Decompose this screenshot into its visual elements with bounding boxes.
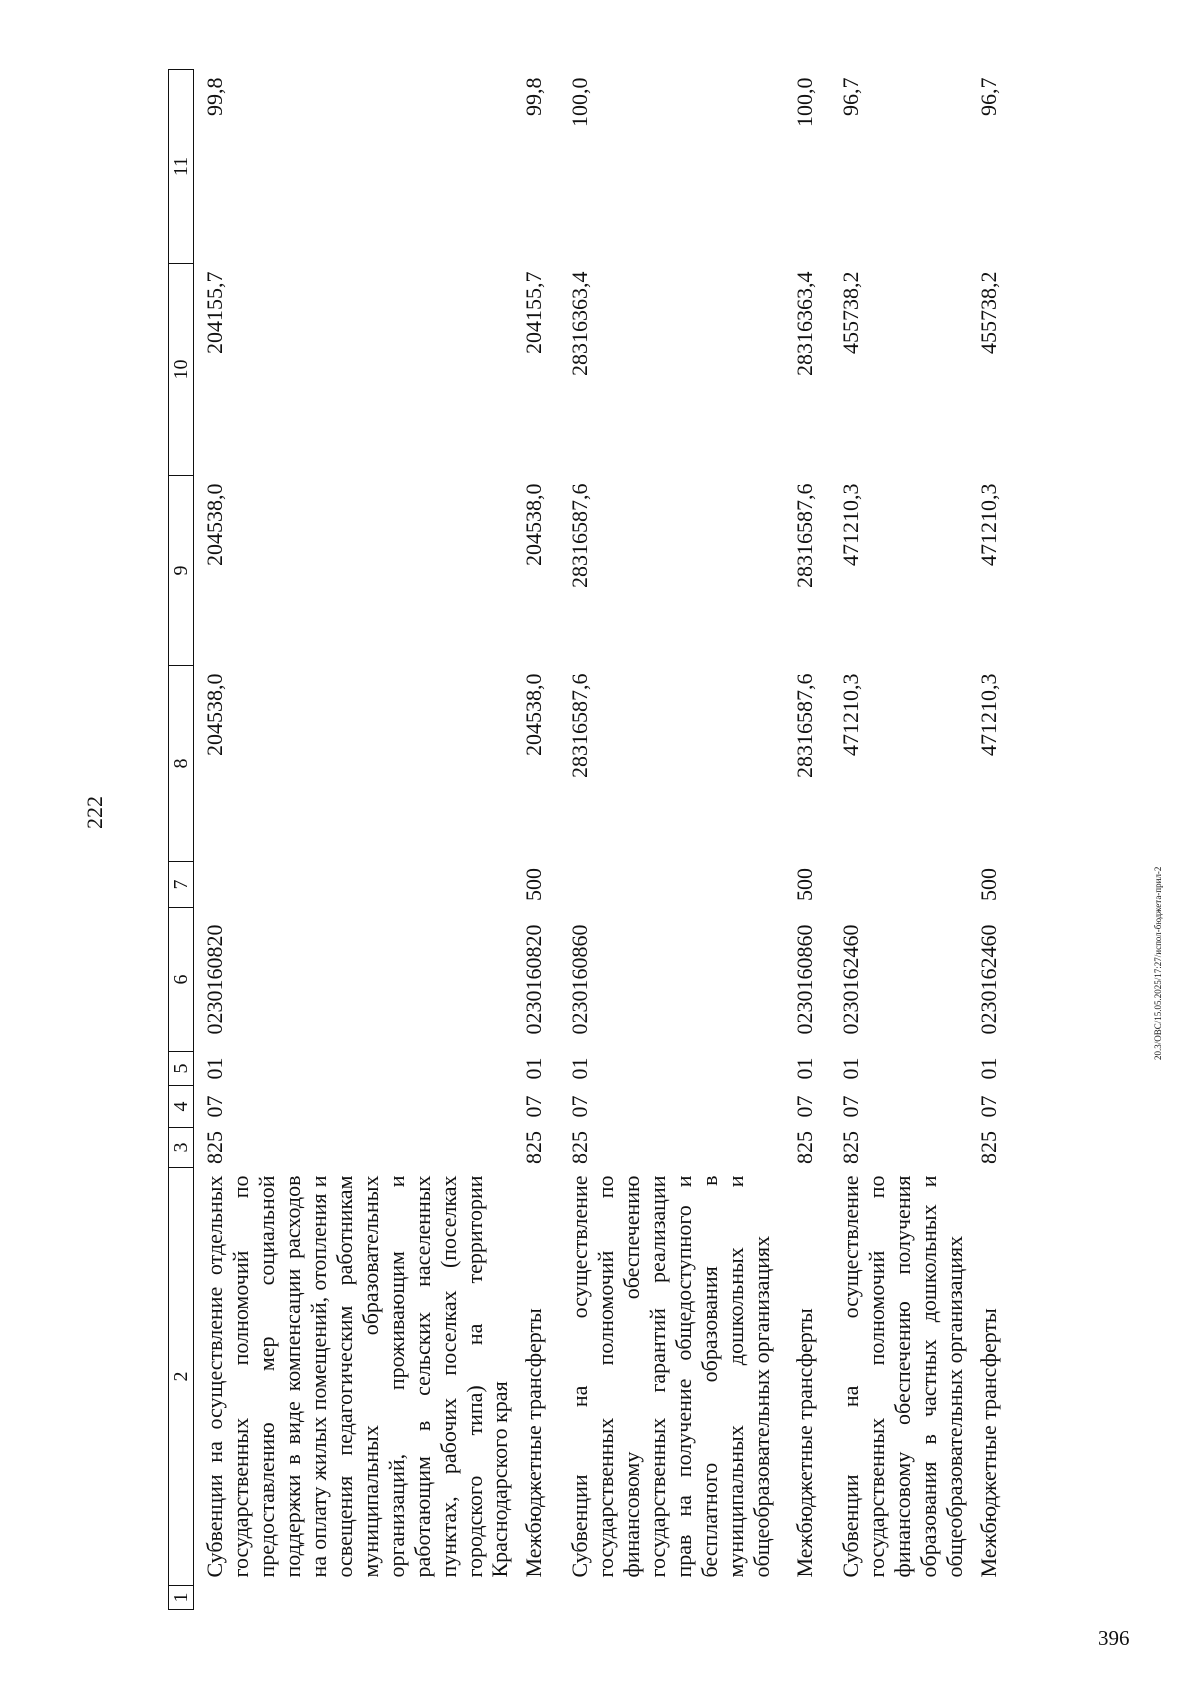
page-number-top: 222 — [82, 796, 107, 829]
table-cell-description: Субвенции на осуществление отдельных государственных полномочий по предоставлению мер социальной поддержки в виде компенсации расходов на оплату жилых помещений, отопления и освещения педагогическим работникам муниципальных образовательных организаций, проживающим и работающим в сельских населенных пунктах, рабочих поселках (поселках городского типа) на территории Краснодарского края — [202, 1175, 513, 1578]
table-cell-section: 07 — [838, 1095, 864, 1118]
table-cell-col8: 28316587,6 — [567, 673, 593, 778]
table-cell-target: 0230160860 — [792, 924, 818, 1035]
table-cell-col1 — [559, 1586, 784, 1610]
table-cell-col8: 28316587,6 — [792, 673, 818, 778]
table-header-row — [169, 70, 194, 1610]
table-header-cell: 8 — [169, 666, 194, 862]
table-cell-col1 — [194, 1586, 514, 1610]
table-cell-section: 07 — [202, 1095, 227, 1118]
table-cell-section: 07 — [976, 1095, 1002, 1118]
table-cell-subsection: 01 — [838, 1057, 864, 1080]
table-cell-section: 07 — [567, 1095, 593, 1118]
table-cell-col10: 28316363,4 — [792, 271, 818, 376]
table-cell-section: 07 — [792, 1095, 818, 1118]
table-header-cell: 4 — [169, 1086, 194, 1128]
table-cell-col1 — [513, 1586, 559, 1610]
table-cell-col11: 99,8 — [202, 77, 227, 116]
table-header-cell: 5 — [169, 1052, 194, 1086]
table-header-cell: 2 — [169, 1168, 194, 1586]
table-cell-type — [194, 862, 514, 908]
table-cell-col9: 28316587,6 — [792, 483, 818, 588]
table-header-cell: 6 — [169, 908, 194, 1052]
table-row — [830, 70, 968, 1610]
table-cell-type: 500 — [521, 868, 547, 901]
table-cell-type: 500 — [976, 868, 1002, 901]
table-cell-description: Межбюджетные трансферты — [976, 1308, 1002, 1578]
table-row — [194, 70, 514, 1610]
table-cell-subsection: 01 — [976, 1057, 1002, 1080]
table-cell-subsection: 01 — [202, 1057, 227, 1080]
table-cell-col11: 99,8 — [521, 77, 547, 116]
table-cell-description: Межбюджетные трансферты — [792, 1308, 818, 1578]
table-cell-section: 07 — [521, 1095, 547, 1118]
table-cell-type — [559, 862, 784, 908]
budget-table — [168, 69, 1012, 1610]
table-cell-col11: 96,7 — [838, 77, 864, 116]
table-header-cell: 1 — [169, 1586, 194, 1610]
table-cell-col10: 455738,2 — [838, 271, 864, 354]
table-cell-col10: 455738,2 — [976, 271, 1002, 354]
table-row — [513, 70, 559, 1610]
table-cell-description: Межбюджетные трансферты — [521, 1308, 547, 1578]
table-cell-code: 825 — [567, 1131, 593, 1164]
table-cell-col11: 100,0 — [567, 77, 593, 127]
table-cell-code: 825 — [976, 1131, 1002, 1164]
footer-document-code: 20.3/OBC/15.05.2025/17:27/испол-бюджета-прил-2 — [1153, 866, 1163, 1060]
table-cell-col9: 204538,0 — [202, 483, 227, 566]
table-cell-col8: 204538,0 — [521, 673, 547, 756]
table-cell-type — [830, 862, 968, 908]
table-header-cell: 9 — [169, 476, 194, 666]
table-cell-target: 0230160820 — [202, 924, 227, 1035]
table-header-cell: 3 — [169, 1128, 194, 1168]
table-header-cell: 11 — [169, 70, 194, 264]
table-cell-col10: 204155,7 — [202, 271, 227, 354]
table-cell-col1 — [830, 1586, 968, 1610]
table-cell-col11: 100,0 — [792, 77, 818, 127]
table-cell-col8: 471210,3 — [976, 673, 1002, 756]
table-cell-target: 0230160860 — [567, 924, 593, 1035]
table-cell-col8: 471210,3 — [838, 673, 864, 756]
table-cell-col1 — [968, 1586, 1012, 1610]
table-cell-col10: 28316363,4 — [567, 271, 593, 376]
table-cell-col1 — [784, 1586, 830, 1610]
table-cell-description: Субвенции на осуществление государственных полномочий по финансовому обеспечению государственных гарантий реализации прав на получение общедоступного и бесплатного образования в муниципальных дошкольных и общеобразовательных организациях — [567, 1175, 775, 1578]
table-cell-col8: 204538,0 — [202, 673, 227, 756]
table-cell-target: 0230162460 — [976, 924, 1002, 1035]
table-cell-code: 825 — [202, 1131, 227, 1164]
table-row — [559, 70, 784, 1610]
table-cell-col9: 204538,0 — [521, 483, 547, 566]
table-cell-description: Субвенции на осуществление государственных полномочий по финансовому обеспечению получения образования в частных дошкольных и общеобразовательных организациях — [838, 1175, 968, 1578]
table-cell-target: 0230160820 — [521, 924, 547, 1035]
table-cell-col9: 28316587,6 — [567, 483, 593, 588]
page-number-bottom: 396 — [1098, 1626, 1130, 1650]
table-header-cell: 7 — [169, 862, 194, 908]
table-header-cell: 10 — [169, 264, 194, 476]
table-row — [968, 70, 1012, 1610]
table-cell-col10: 204155,7 — [521, 271, 547, 354]
table-cell-col9: 471210,3 — [838, 483, 864, 566]
rotated-budget-table — [168, 70, 1198, 1610]
table-cell-code: 825 — [838, 1131, 864, 1164]
table-cell-target: 0230162460 — [838, 924, 864, 1035]
table-cell-subsection: 01 — [521, 1057, 547, 1080]
table-cell-subsection: 01 — [792, 1057, 818, 1080]
table-cell-subsection: 01 — [567, 1057, 593, 1080]
table-cell-code: 825 — [792, 1131, 818, 1164]
table-row — [784, 70, 830, 1610]
table-cell-type: 500 — [792, 868, 818, 901]
table-cell-col11: 96,7 — [976, 77, 1002, 116]
table-cell-col9: 471210,3 — [976, 483, 1002, 566]
table-cell-code: 825 — [521, 1131, 547, 1164]
